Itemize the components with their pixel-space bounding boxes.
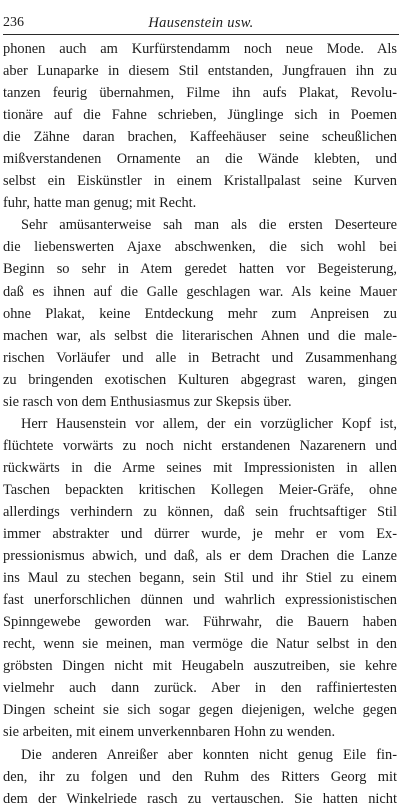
- page-number: 236: [3, 15, 24, 30]
- text-line: den, ihr zu folgen und den Ruhm des Ritters Georg mit: [3, 768, 397, 785]
- text-line: dem der Winkelriede rasch zu vertauschen. Sie hatten nicht: [3, 790, 397, 807]
- paragraph: [3, 38, 397, 214]
- running-head: [3, 13, 399, 33]
- text-line: recht, wenn sie meinen, man vermöge die Natur selbst in den: [3, 636, 397, 653]
- text-line: selbst ein Eiskünstler in einem Kristallpalast seine Kurven: [3, 173, 397, 190]
- text-line: fuhr, hatte man genug; mit Recht.: [3, 195, 197, 212]
- text-line: tionäre auf die Fahne schrieben, Jünglinge sich in Poemen: [3, 107, 397, 124]
- paragraph: [3, 413, 397, 744]
- text-line: Herr Hausenstein vor allem, der ein vorzüglicher Kopf ist,: [21, 415, 397, 432]
- text-line: die liebenswerten Ajaxe abschwenken, die sich wohl bei: [3, 239, 397, 256]
- text-line: Beginn so sehr in Atem geredet hatten vor Begeisterung,: [3, 261, 397, 278]
- text-line: fast unerforschlichen dünnen und wahrlich expressionistischen: [3, 592, 397, 609]
- header-rule: [3, 34, 399, 35]
- text-line: vielmehr auch dann zurück. Aber in den raffiniertesten: [3, 680, 397, 697]
- text-line: mißverstandenen Ornamente an die Wände klebten, und: [3, 151, 397, 168]
- text-line: allerdings verhindern zu können, daß sein fruchtsaftiger Stil: [3, 503, 397, 520]
- text-line: daß es ihnen auf die Galle geschlagen war. Als keine Mauer: [3, 283, 397, 300]
- text-line: flüchtete vorwärts zu noch nicht erstandenen Nazarenern und: [3, 437, 397, 454]
- body-text: [3, 38, 397, 810]
- text-line: machen war, als selbst die literarischen Ahnen und die male-: [3, 327, 397, 344]
- text-line: tanzen feurig übernahmen, Filme ihn aufs Plakat, Revolu-: [3, 85, 397, 102]
- text-line: phonen auch am Kurfürstendamm noch neue Mode. Als: [3, 41, 397, 57]
- text-line: Spinngewebe geworden war. Führwahr, die Bauern haben: [3, 614, 397, 631]
- running-title: Hausenstein usw.: [148, 15, 254, 31]
- text-line: aber Lunaparke in diesem Stil entstanden, Jungfrauen ihn zu: [3, 63, 397, 80]
- text-line: sie rasch von dem Enthusiasmus zur Skepsis über.: [3, 393, 292, 410]
- text-line: ohne Plakat, keine Entdeckung mehr zum Anpreisen zu: [3, 305, 397, 322]
- text-line: rischen Vorläufer und alle in Betracht und Zusammenhang: [3, 349, 397, 366]
- paragraph: [3, 744, 397, 810]
- text-line: Dingen scheint sie sich sogar gegen diejenigen, welche gegen: [3, 702, 397, 719]
- text-line: immer abstrakter und dürrer wurde, je mehr er vom Ex-: [3, 526, 397, 543]
- text-line: die Zähne daran brachen, Kaffeehäuser seine scheußlichen: [3, 129, 397, 146]
- text-line: zu bringenden exotischen Kulturen abgegrast waren, gingen: [3, 371, 397, 388]
- paragraph: [3, 214, 397, 412]
- text-line: gröbsten Dingen nicht mit Heugabeln auszutreiben, sie kehre: [3, 658, 397, 675]
- text-line: rückwärts in die Arme seines mit Impressionisten in allen: [3, 459, 397, 476]
- text-line: Taschen bepackten kritischen Kollegen Meier-Gräfe, ohne: [3, 481, 397, 498]
- text-line: Sehr amüsanterweise sah man als die ersten Deserteure: [21, 217, 397, 234]
- text-line: pressionismus abwich, und daß, als er dem Drachen die Lanze: [3, 548, 397, 565]
- text-line: sie arbeiten, mit einem unverkennbaren Hohn zu wenden.: [3, 724, 336, 741]
- text-line: ins Maul zu stechen begann, sein Stil und ihr Stiel zu einem: [3, 570, 397, 587]
- text-line: Die anderen Anreißer aber konnten nicht genug Eile fin-: [21, 746, 397, 763]
